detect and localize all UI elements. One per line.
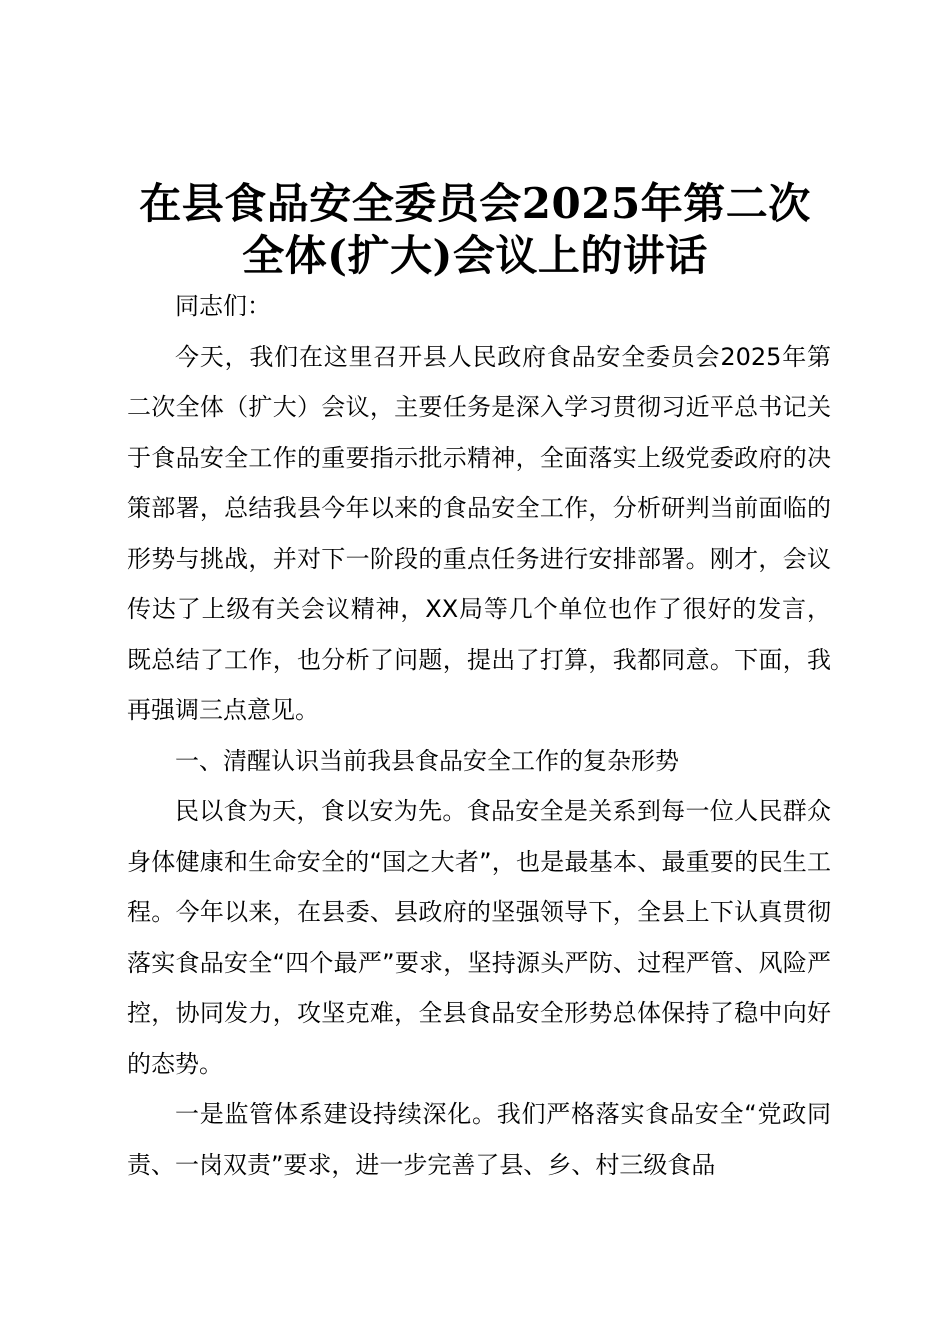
paragraph-situation: 民以食为天，食以安为先。食品安全是关系到每一位人民群众身体健康和生命安全的“国之大者”，也是最基本、最重要的民生工程。今年以来，在县委、县政府的坚强领导下，全县上下认真贯彻落实食品安全“四个最严”要求，坚持源头严防、过程严管、风险严控，协同发力，攻坚克难，全县食品安全形势总体保持了稳中向好的态势。 [127,797,831,1078]
document-title: 在县食品安全委员会2025年第二次全体(扩大)会议上的讲话 [139,179,811,280]
section-heading-1: 一、清醒认识当前我县食品安全工作的复杂形势 [175,746,679,775]
document-body [127,281,831,1190]
paragraph-supervision: 一是监管体系建设持续深化。我们严格落实食品安全“党政同责、一岗双责”要求，进一步完善了县、乡、村三级食品 [127,1100,831,1179]
paragraph-intro: 今天，我们在这里召开县人民政府食品安全委员会2025年第二次全体（扩大）会议，主要任务是深入学习贯彻习近平总书记关于食品安全工作的重要指示批示精神，全面落实上级党委政府的决策部署，总结我县今年以来的食品安全工作，分析研判当前面临的形势与挑战，并对下一阶段的重点任务进行安排部署。刚才，会议传达了上级有关会议精神，XX局等几个单位也作了很好的发言，既总结了工作，也分析了问题，提出了打算，我都同意。下面，我再强调三点意见。 [127,342,831,724]
salutation: 同志们： [175,292,271,320]
